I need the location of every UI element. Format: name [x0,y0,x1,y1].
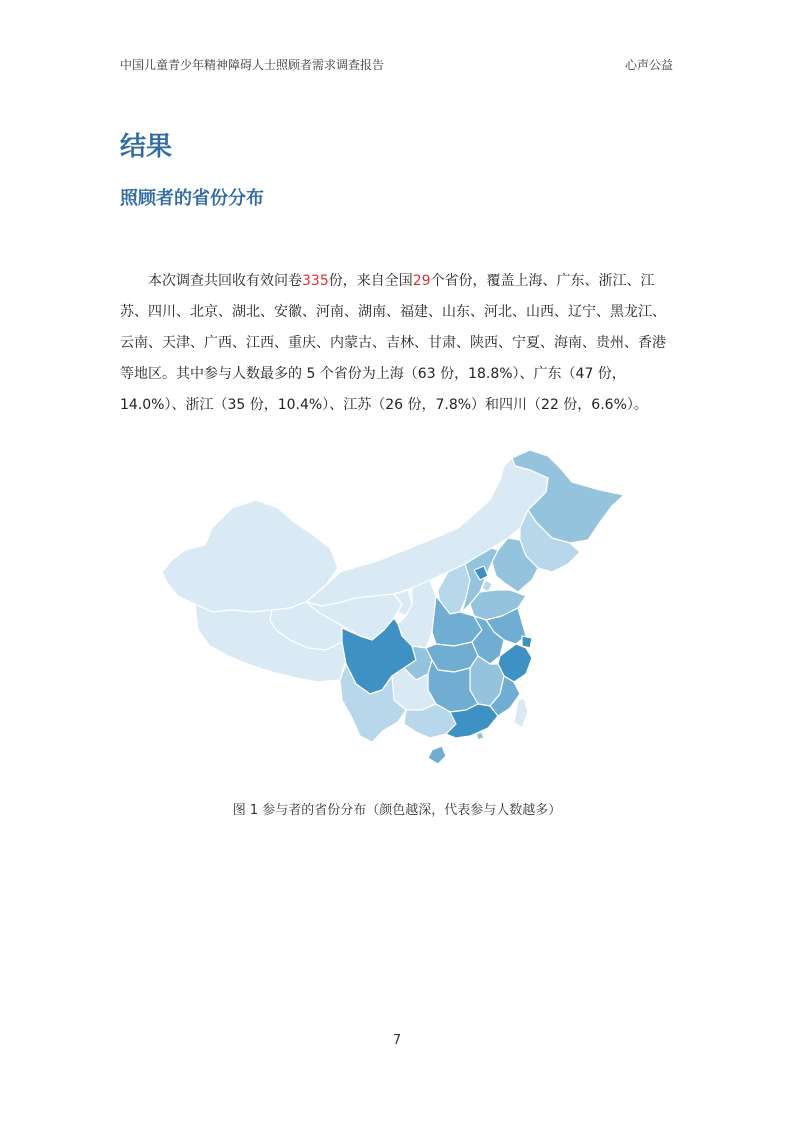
total-responses: 335 [302,273,329,289]
paragraph-part1: 本次调查共回收有效问卷 [148,273,302,289]
figure-caption: 图 1 参与者的省份分布（颜色越深，代表参与人数越多） [232,803,562,818]
page-number: 7 [392,1033,402,1048]
china-province-map [150,440,650,780]
section-title: 结果 [120,132,173,162]
report-title-header: 中国儿童青少年精神障碍人士照顾者需求调查报告 [120,58,385,72]
results-paragraph [120,266,676,421]
section-subtitle: 照顾者的省份分布 [120,188,264,209]
organization-header: 心声公益 [624,58,673,72]
province-count: 29 [412,273,431,289]
paragraph-part3: 个省份，覆盖上海、广东、浙江、江苏、四川、北京、湖北、安徽、河南、湖南、福建、山东、河北、山西、辽宁、黑龙江、云南、天津、广西、江西、重庆、内蒙古、吉林、甘肃、陕西、宁夏、海南、贵州、香港等地区。其中参与人数最多的 5 个省份为上海（63 份，18.8%）、广东（47 份，14.0%）、浙江（35 份，10.4%）、江苏（26 份，7.8%）和四川（22 份，6.6%）。 [120,273,666,413]
province-hongkong [476,732,484,740]
province-hainan [428,746,446,764]
province-shanghai [522,636,532,648]
province-taiwan [514,698,528,728]
province-xinjiang [162,500,338,612]
paragraph-part2: 份，来自全国 [328,273,413,289]
